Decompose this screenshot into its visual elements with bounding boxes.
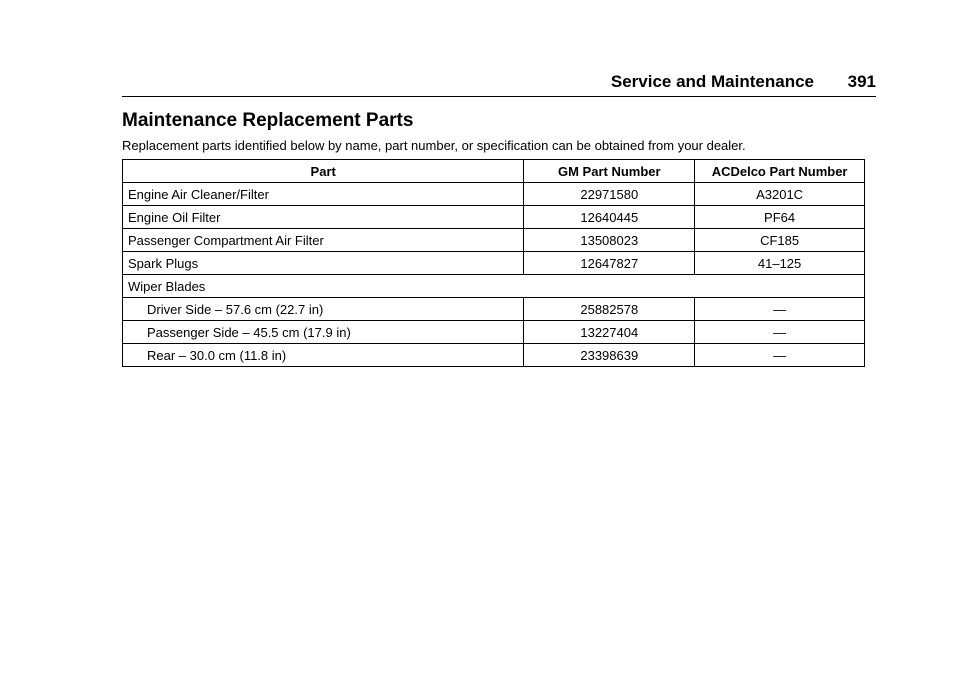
- column-header-gm-part-number: GM Part Number: [524, 160, 695, 183]
- part-name-cell: Rear – 30.0 cm (11.8 in): [123, 344, 524, 367]
- table-row: [123, 321, 865, 344]
- table-row: [123, 298, 865, 321]
- column-header-part: Part: [123, 160, 524, 183]
- table-header-row: [123, 160, 865, 183]
- acdelco-part-number-cell: CF185: [695, 229, 865, 252]
- intro-text: Replacement parts identified below by name, part number, or specification can be obtained from your dealer.: [122, 138, 746, 153]
- part-name-cell: Engine Oil Filter: [123, 206, 524, 229]
- table-row: [123, 183, 865, 206]
- acdelco-part-number-cell: A3201C: [695, 183, 865, 206]
- acdelco-part-number-cell: —: [695, 321, 865, 344]
- table-row: [123, 206, 865, 229]
- table-row: [123, 344, 865, 367]
- acdelco-part-number-cell: —: [695, 298, 865, 321]
- gm-part-number-cell: 22971580: [524, 183, 695, 206]
- page-title: Maintenance Replacement Parts: [122, 110, 414, 131]
- gm-part-number-cell: 13508023: [524, 229, 695, 252]
- group-label-wiper-blades: Wiper Blades: [123, 275, 865, 298]
- gm-part-number-cell: 25882578: [524, 298, 695, 321]
- gm-part-number-cell: 23398639: [524, 344, 695, 367]
- table-row: [123, 252, 865, 275]
- page-number: 391: [847, 72, 876, 91]
- running-header: [122, 70, 876, 97]
- gm-part-number-cell: 12640445: [524, 206, 695, 229]
- part-name-cell: Passenger Compartment Air Filter: [123, 229, 524, 252]
- part-name-cell: Passenger Side – 45.5 cm (17.9 in): [123, 321, 524, 344]
- part-name-cell: Spark Plugs: [123, 252, 524, 275]
- acdelco-part-number-cell: —: [695, 344, 865, 367]
- column-header-acdelco-part-number: ACDelco Part Number: [695, 160, 865, 183]
- parts-table: [122, 159, 865, 367]
- part-name-cell: Engine Air Cleaner/Filter: [123, 183, 524, 206]
- gm-part-number-cell: 12647827: [524, 252, 695, 275]
- gm-part-number-cell: 13227404: [524, 321, 695, 344]
- table-row: [123, 229, 865, 252]
- acdelco-part-number-cell: 41–125: [695, 252, 865, 275]
- part-name-cell: Driver Side – 57.6 cm (22.7 in): [123, 298, 524, 321]
- acdelco-part-number-cell: PF64: [695, 206, 865, 229]
- table-group-row: [123, 275, 865, 298]
- section-title: Service and Maintenance: [610, 72, 814, 91]
